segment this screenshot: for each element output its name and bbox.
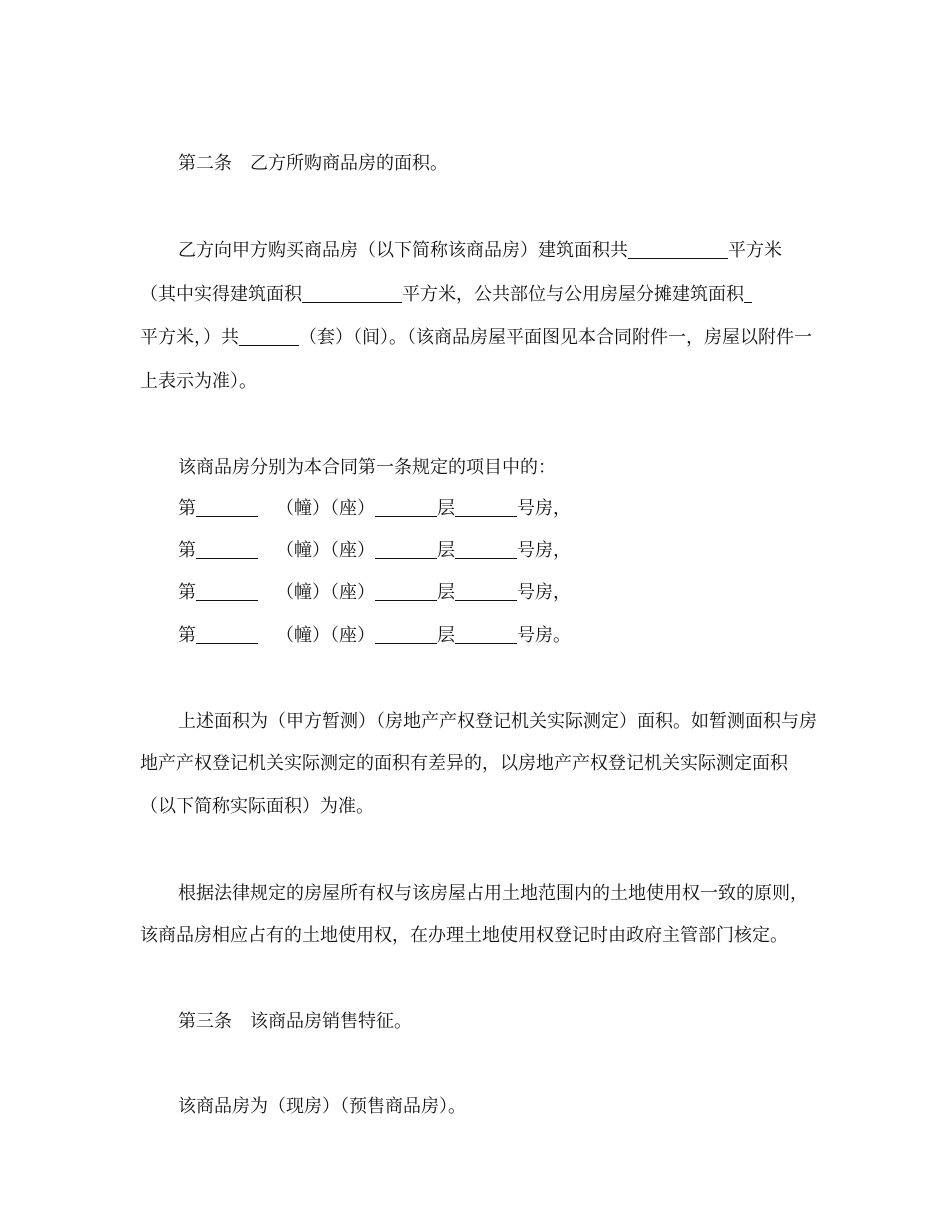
measurement-line-2: 地产产权登记机关实际测定的面积有差异的，以房地产产权登记机关实际测定面积 <box>140 753 788 774</box>
total-area-blank <box>628 240 728 259</box>
floor-blank <box>375 625 437 644</box>
building-blank <box>196 582 258 601</box>
unit-row <box>178 581 868 605</box>
unit-row <box>178 539 868 563</box>
room-label: 号房， <box>517 582 571 603</box>
building-label: （幢）（座） <box>276 498 375 519</box>
area-unit-text: 平方米 <box>728 240 782 261</box>
floor-label: 层 <box>437 625 455 646</box>
shared-area-blank <box>744 284 752 303</box>
room-blank <box>455 582 517 601</box>
unit-row <box>178 624 868 648</box>
area-line-2-text: （其中实得建筑面积 <box>140 284 302 305</box>
set-count-blank <box>239 327 299 346</box>
room-label: 号房， <box>517 498 571 519</box>
area-line-2 <box>140 283 830 307</box>
room-blank <box>455 498 517 517</box>
measurement-line-3: （以下简称实际面积）为准。 <box>140 796 374 817</box>
building-blank <box>196 540 258 559</box>
room-blank <box>455 540 517 559</box>
building-label: （幢）（座） <box>276 582 375 603</box>
unit-row-prefix: 第 <box>178 498 196 519</box>
building-blank <box>196 498 258 517</box>
room-label: 号房， <box>517 540 571 561</box>
land-rights-line-1: 根据法律规定的房屋所有权与该房屋占用土地范围内的土地使用权一致的原则， <box>178 883 808 904</box>
article-3-heading: 第三条 该商品房销售特征。 <box>178 1011 412 1032</box>
article-2-heading: 第二条 乙方所购商品房的面积。 <box>178 153 448 174</box>
building-label: （幢）（座） <box>276 540 375 561</box>
unit-row <box>178 497 868 521</box>
unit-row-prefix: 第 <box>178 540 196 561</box>
land-rights-line-2: 该商品房相应占有的土地使用权，在办理土地使用权登记时由政府主管部门核定。 <box>140 925 788 946</box>
floor-blank <box>375 582 437 601</box>
floor-label: 层 <box>437 498 455 519</box>
area-line-2-rest: 平方米，公共部位与公用房屋分摊建筑面积 <box>402 284 744 305</box>
sale-status-line: 该商品房为（现房）（预售商品房）。 <box>178 1096 466 1117</box>
floor-blank <box>375 498 437 517</box>
floor-label: 层 <box>437 582 455 603</box>
floor-label: 层 <box>437 540 455 561</box>
building-blank <box>196 625 258 644</box>
actual-area-blank <box>302 284 402 303</box>
area-line-1 <box>178 239 868 263</box>
room-label: 号房。 <box>517 625 571 646</box>
area-line-1-text: 乙方向甲方购买商品房（以下简称该商品房）建筑面积共 <box>178 240 628 261</box>
building-label: （幢）（座） <box>276 625 375 646</box>
area-line-3-rest: （套）（间）。（该商品房屋平面图见本合同附件一，房屋以附件一 <box>299 327 812 348</box>
area-line-3-text: 平方米，）共 <box>140 327 239 348</box>
floor-blank <box>375 540 437 559</box>
area-line-3 <box>140 326 830 350</box>
unit-row-prefix: 第 <box>178 582 196 603</box>
unit-row-prefix: 第 <box>178 625 196 646</box>
area-line-4: 上表示为准）。 <box>140 371 257 392</box>
measurement-line-1: 上述面积为（甲方暂测）（房地产产权登记机关实际测定）面积。如暂测面积与房 <box>178 711 817 732</box>
room-blank <box>455 625 517 644</box>
units-intro: 该商品房分别为本合同第一条规定的项目中的： <box>178 457 556 478</box>
